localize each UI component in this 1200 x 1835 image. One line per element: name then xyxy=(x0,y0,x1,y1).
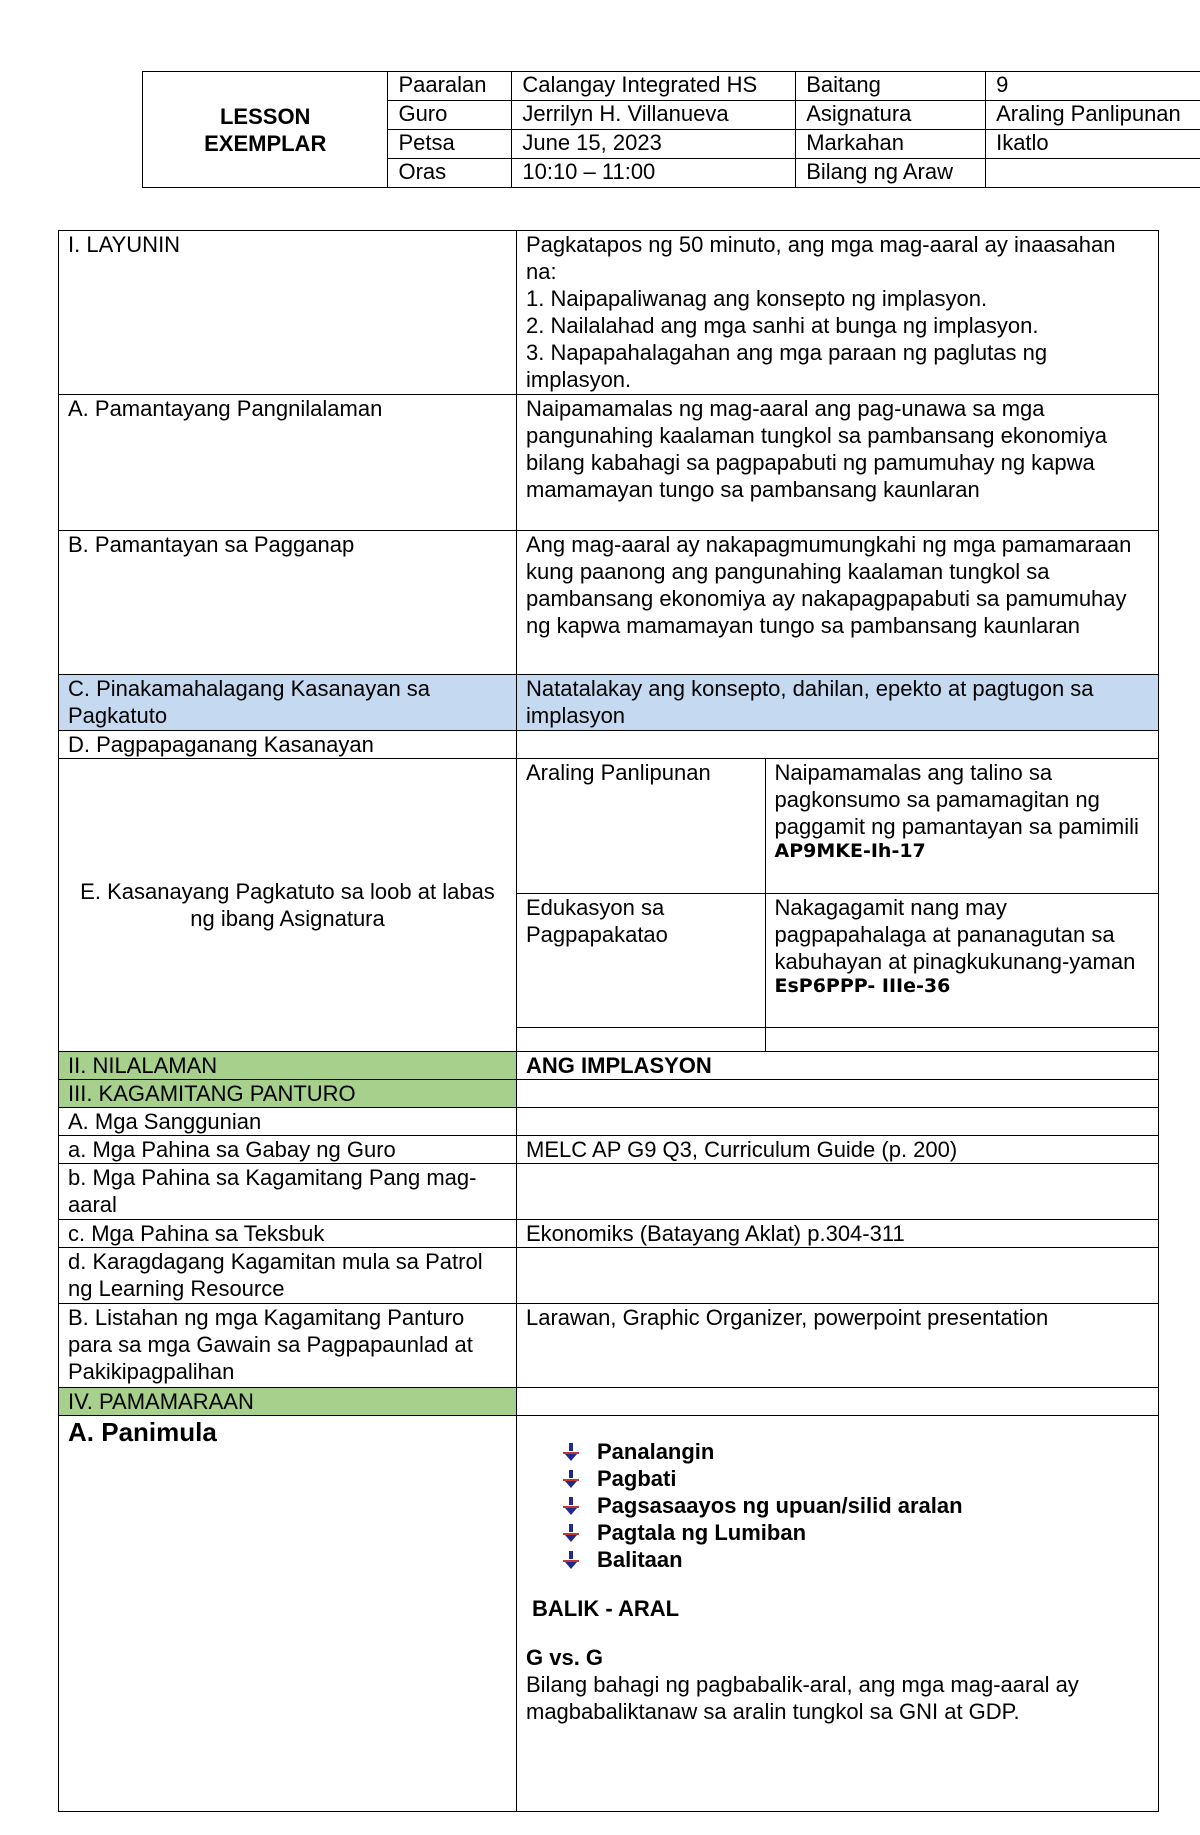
list-item xyxy=(562,1465,1149,1492)
row-content: Ekonomiks (Batayang Aklat) p.304-311 xyxy=(517,1220,1159,1248)
routine-item: Pagsasaayos ng upuan/silid aralan xyxy=(597,1493,963,1518)
header-label: Bilang ng Araw xyxy=(796,159,986,188)
row-content: Larawan, Graphic Organizer, powerpoint presentation xyxy=(517,1304,1159,1388)
activity-title: G vs. G xyxy=(526,1645,604,1670)
integration-competency xyxy=(765,759,1159,893)
row-label: c. Mga Pahina sa Teksbuk xyxy=(59,1220,517,1248)
row-label: III. KAGAMITANG PANTURO xyxy=(59,1080,517,1108)
row-gabay-ng-guro xyxy=(59,1136,1159,1164)
header-label: Petsa xyxy=(388,130,512,159)
header-value: June 15, 2023 xyxy=(512,130,796,159)
row-kagamitang-panturo xyxy=(59,1080,1159,1108)
row-pinakamahalagang-kasanayan xyxy=(59,675,1159,731)
row-label: b. Mga Pahina sa Kagamitang Pang mag-aaral xyxy=(59,1164,517,1220)
header-label: Asignatura xyxy=(796,101,986,130)
list-item xyxy=(562,1438,1149,1465)
row-content xyxy=(517,1388,1159,1416)
down-arrow-icon xyxy=(562,1496,580,1516)
row-pagpapaganang-kasanayan xyxy=(59,731,1159,759)
row-content: ANG IMPLASYON xyxy=(517,1052,1159,1080)
row-content: Ang mag-aaral ay nakapagmumungkahi ng mga pamamaraan kung paanong ang pangunahing kaalaman tungkol sa pambansang ekonomiya ay nakapagpapabuti sa pamumuhay ng kapwa mamamayan tungo sa pambansang kaunlaran xyxy=(517,531,1159,675)
row-pamantayan-sa-pagganap xyxy=(59,531,1159,675)
row-label: IV. PAMAMARAAN xyxy=(59,1388,517,1416)
integration-subject: Araling Panlipunan xyxy=(517,759,765,893)
integration-competency xyxy=(765,893,1159,1027)
competency-text: Naipamamalas ang talino sa pagkonsumo sa pamamagitan ng paggamit ng pamantayan sa pamimili xyxy=(774,760,1139,839)
row-content xyxy=(517,1108,1159,1136)
header-title-line1: LESSON xyxy=(219,103,311,129)
routine-item: Pagtala ng Lumiban xyxy=(597,1520,807,1545)
row-label: II. NILALAMAN xyxy=(59,1052,517,1080)
lesson-header-table xyxy=(142,71,1200,188)
down-arrow-icon xyxy=(562,1469,580,1489)
row-karagdagang-kagamitan xyxy=(59,1248,1159,1304)
row-content xyxy=(517,231,1159,395)
row-content xyxy=(517,731,1159,759)
header-value: Calangay Integrated HS xyxy=(512,72,796,101)
row-label: E. Kasanayang Pagkatuto sa loob at labas ng ibang Asignatura xyxy=(59,759,517,1052)
down-arrow-icon xyxy=(562,1550,580,1570)
integration-cell xyxy=(517,759,1159,1052)
header-label: Oras xyxy=(388,159,512,188)
layunin-intro: Pagkatapos ng 50 minuto, ang mga mag-aaral ay inaasahan na: xyxy=(526,232,1116,284)
row-label: d. Karagdagang Kagamitan mula sa Patrol ng Learning Resource xyxy=(59,1248,517,1304)
row-content xyxy=(517,1080,1159,1108)
row-pamantayang-pangnilalaman xyxy=(59,395,1159,531)
row-label: B. Pamantayan sa Pagganap xyxy=(59,531,517,675)
header-label: Paaralan xyxy=(388,72,512,101)
header-value: Ikatlo xyxy=(986,130,1200,159)
list-item xyxy=(562,1492,1149,1519)
row-label: A. Mga Sanggunian xyxy=(59,1108,517,1136)
integration-subject: Edukasyon sa Pagpapakatao xyxy=(517,893,765,1027)
row-label: a. Mga Pahina sa Gabay ng Guro xyxy=(59,1136,517,1164)
layunin-item: 1. Naipapaliwanag ang konsepto ng implasyon. xyxy=(526,286,988,311)
header-title xyxy=(143,72,388,188)
activity-text: Bilang bahagi ng pagbabalik-aral, ang mga mag-aaral ay magbabaliktanaw sa aralin tungkol sa GNI at GDP. xyxy=(526,1672,1079,1724)
header-label: Baitang xyxy=(796,72,986,101)
header-value: 10:10 – 11:00 xyxy=(512,159,796,188)
lesson-plan-table xyxy=(58,230,1159,1812)
integration-empty-cell xyxy=(517,1027,765,1051)
row-kagamitang-pang-mag-aaral xyxy=(59,1164,1159,1220)
row-listahan xyxy=(59,1304,1159,1388)
row-layunin xyxy=(59,231,1159,395)
row-nilalaman xyxy=(59,1052,1159,1080)
panimula-heading: A. Panimula xyxy=(68,1417,217,1447)
competency-text: Nakagagamit nang may pagpapahalaga at pananagutan sa kabuhayan at pinagkukunang-yaman xyxy=(774,894,1136,974)
row-label xyxy=(59,1416,517,1812)
integration-empty-cell xyxy=(765,1027,1159,1051)
list-item xyxy=(562,1519,1149,1546)
down-arrow-icon xyxy=(562,1442,580,1462)
row-label: D. Pagpapaganang Kasanayan xyxy=(59,731,517,759)
down-arrow-icon xyxy=(562,1523,580,1543)
row-teksbuk xyxy=(59,1220,1159,1248)
panimula-content xyxy=(517,1416,1159,1812)
row-pamamaraan xyxy=(59,1388,1159,1416)
row-label: A. Pamantayang Pangnilalaman xyxy=(59,395,517,531)
row-content: Naipamamalas ng mag-aaral ang pag-unawa sa mga pangunahing kaalaman tungkol sa pambansang ekonomiya bilang kabahagi sa pagpapabuti ng pamumuhay ng kapwa mamamayan tungo sa pambansang kaunlaran xyxy=(517,395,1159,531)
row-label: I. LAYUNIN xyxy=(59,231,517,395)
row-sanggunian xyxy=(59,1108,1159,1136)
layunin-item: 2. Nailalahad ang mga sanhi at bunga ng implasyon. xyxy=(526,313,1039,338)
routine-item: Pagbati xyxy=(597,1466,677,1491)
routine-item: Balitaan xyxy=(597,1547,683,1572)
row-integration xyxy=(59,759,1159,1052)
header-value xyxy=(986,159,1200,188)
row-content: Natatalakay ang konsepto, dahilan, epekto at pagtugon sa implasyon xyxy=(517,675,1159,731)
header-label: Guro xyxy=(388,101,512,130)
layunin-item: 3. Napapahalagahan ang mga paraan ng paglutas ng implasyon. xyxy=(526,340,1048,392)
header-value: Jerrilyn H. Villanueva xyxy=(512,101,796,130)
header-value: 9 xyxy=(986,72,1200,101)
balik-aral-title: BALIK - ARAL xyxy=(532,1596,680,1621)
header-label: Markahan xyxy=(796,130,986,159)
row-content xyxy=(517,1248,1159,1304)
row-label: C. Pinakamahalagang Kasanayan sa Pagkatuto xyxy=(59,675,517,731)
row-content: MELC AP G9 Q3, Curriculum Guide (p. 200) xyxy=(517,1136,1159,1164)
row-label: B. Listahan ng mga Kagamitang Panturo para sa mga Gawain sa Pagpapaunlad at Pakikipagpalihan xyxy=(59,1304,517,1388)
routine-item: Panalangin xyxy=(597,1439,715,1464)
competency-code: EsP6PPP- IIIe-36 xyxy=(774,974,951,997)
routine-list xyxy=(562,1438,1149,1573)
row-panimula xyxy=(59,1416,1159,1812)
competency-code: AP9MKE-Ih-17 xyxy=(774,840,926,862)
integration-subtable xyxy=(517,759,1159,1051)
header-value: Araling Panlipunan xyxy=(986,101,1200,130)
list-item xyxy=(562,1546,1149,1573)
row-content xyxy=(517,1164,1159,1220)
header-title-line2: EXEMPLAR xyxy=(204,130,327,156)
